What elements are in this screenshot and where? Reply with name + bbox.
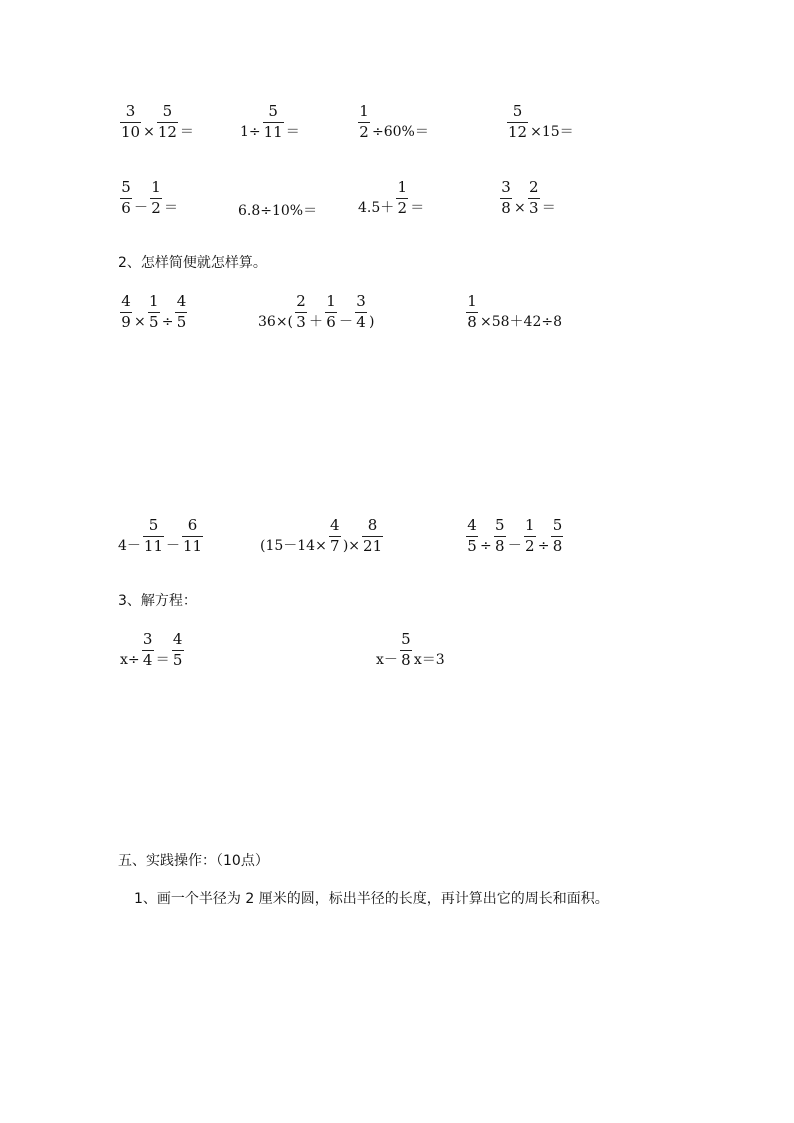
fraction: $\frac{5}{8}$ — [401, 630, 411, 669]
expression-text: 6.8÷10%＝ — [238, 203, 318, 219]
prefix: 4－ — [118, 538, 141, 554]
equals: ＝ — [164, 200, 178, 216]
equation-2 — [376, 632, 445, 668]
fraction: $\frac{1}{2}$ — [397, 178, 408, 217]
fraction: $\frac{1}{8}$ — [467, 292, 477, 331]
fraction: $\frac{4}{5}$ — [176, 292, 187, 331]
problem-r4-3 — [464, 518, 565, 554]
fraction: $\frac{4}{9}$ — [121, 292, 131, 331]
prefix: x÷ — [120, 652, 140, 668]
fraction: $\frac{4}{5}$ — [172, 630, 183, 669]
fraction: $\frac{4}{7}$ — [330, 516, 340, 555]
fraction: $\frac{8}{21}$ — [363, 516, 383, 555]
problem-r3-1 — [118, 294, 189, 330]
suffix: ×15＝ — [530, 124, 574, 140]
operator: ÷ — [161, 314, 174, 330]
fraction: $\frac{1}{2}$ — [359, 102, 369, 141]
problem-r1-2 — [240, 104, 300, 140]
problem-r2-4 — [498, 180, 556, 216]
fraction: $\frac{5}{8}$ — [494, 516, 505, 555]
suffix: ×58＋42÷8 — [480, 314, 562, 330]
operator: － — [166, 538, 181, 554]
operator: － — [507, 538, 522, 554]
fraction: $\frac{5}{12}$ — [508, 102, 528, 141]
equation-1 — [120, 632, 186, 668]
problem-r4-1 — [118, 518, 205, 554]
operator: － — [339, 314, 354, 330]
prefix: x－ — [376, 652, 398, 668]
fraction: $\frac{6}{11}$ — [183, 516, 203, 555]
equals: ＝ — [285, 124, 300, 140]
prefix: (15－14× — [260, 538, 327, 554]
problem-r3-3 — [464, 294, 562, 330]
fraction: $\frac{1}{5}$ — [148, 292, 159, 331]
operator: ÷ — [537, 538, 550, 554]
fraction: $\frac{1}{2}$ — [151, 178, 161, 217]
fraction: $\frac{3}{8}$ — [501, 178, 511, 217]
prefix: 1÷ — [240, 124, 261, 140]
equals: ＝ — [179, 124, 194, 140]
problem-r2-1 — [118, 180, 178, 216]
equals: ＝ — [155, 652, 170, 668]
fraction: $\frac{2}{3}$ — [296, 292, 306, 331]
operator: ＋ — [309, 314, 324, 330]
suffix: x＝3 — [413, 652, 445, 668]
problem-r3-2 — [258, 294, 374, 330]
problem-r1-3 — [356, 104, 429, 140]
operator: ÷ — [480, 538, 492, 554]
fraction: $\frac{3}{4}$ — [356, 292, 366, 331]
fraction: $\frac{5}{11}$ — [263, 102, 283, 141]
equals: ＝ — [541, 200, 556, 216]
prefix: 4.5＋ — [358, 200, 395, 216]
fraction: $\frac{4}{5}$ — [467, 516, 477, 555]
fraction: $\frac{3}{4}$ — [142, 630, 153, 669]
fraction: $\frac{1}{2}$ — [524, 516, 535, 555]
section-5-heading: 五、实践操作：（10点） — [118, 853, 269, 869]
fraction: $\frac{5}{11}$ — [143, 516, 164, 555]
problem-r1-4 — [505, 104, 574, 140]
fraction: $\frac{2}{3}$ — [528, 178, 539, 217]
operator: )× — [342, 538, 361, 554]
section-3-heading: 3、解方程： — [118, 593, 197, 609]
fraction: $\frac{3}{10}$ — [121, 102, 141, 141]
fraction: $\frac{1}{6}$ — [326, 292, 336, 331]
operator: － — [134, 200, 148, 216]
problem-r4-2 — [260, 518, 385, 554]
section-2-heading: 2、怎样简便就怎样算。 — [118, 255, 267, 271]
fraction: $\frac{5}{8}$ — [552, 516, 563, 555]
fraction: $\frac{5}{12}$ — [157, 102, 177, 141]
equals: ＝ — [410, 200, 425, 216]
operator: × — [143, 124, 155, 140]
problem-r2-3 — [358, 180, 424, 216]
operator: × — [514, 200, 526, 216]
problem-r2-2 — [238, 204, 317, 219]
operator: × — [134, 314, 146, 330]
problem-r1-1 — [118, 104, 194, 140]
prefix: 36×( — [258, 314, 294, 330]
practice-question-1: 1、画一个半径为 2 厘米的圆，标出半径的长度，再计算出它的周长和面积。 — [134, 891, 609, 907]
suffix: ) — [369, 314, 375, 330]
fraction: $\frac{5}{6}$ — [121, 178, 131, 217]
suffix: ÷60%＝ — [372, 124, 429, 140]
